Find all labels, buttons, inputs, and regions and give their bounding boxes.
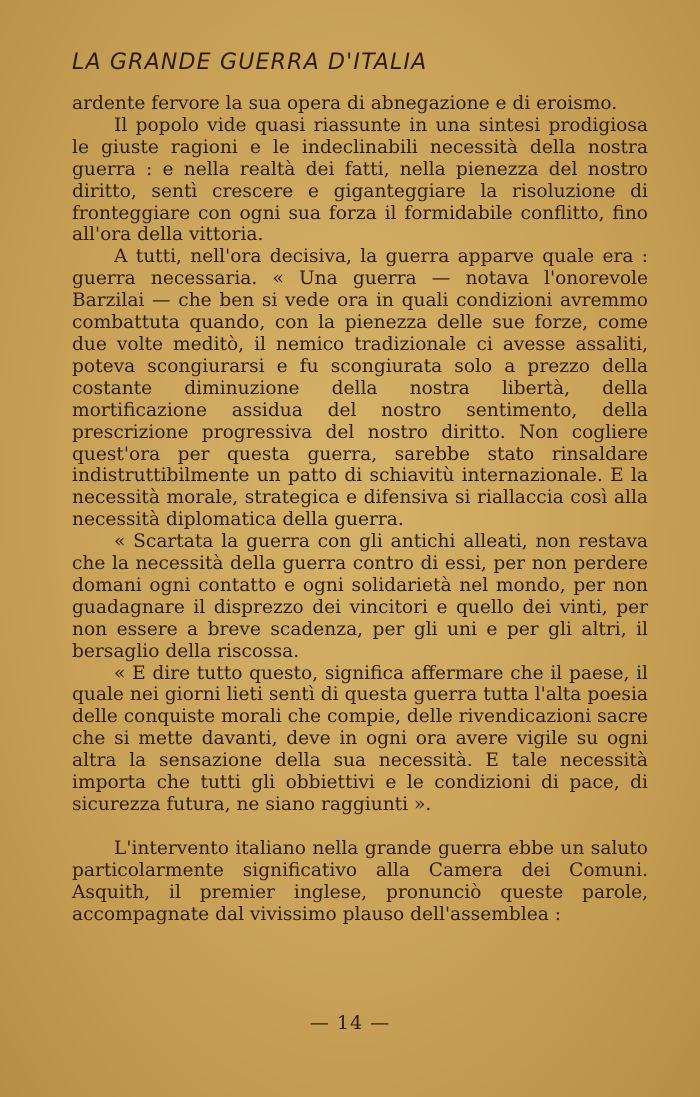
paragraph: L'intervento italiano nella grande guerra ebbe un saluto particolarmente significativo alla Camera dei Comuni. Asquith, il premier inglese, pronunciò queste parole, accompagnate dal vivissimo plauso dell'assemblea : bbox=[72, 837, 648, 925]
paragraph: Il popolo vide quasi riassunte in una sintesi prodigiosa le giuste ragioni e le indeclinabili necessità della nostra guerra : e nella realtà dei fatti, nella pienezza del nostro diritto, sentì crescere e giganteggiare la risoluzione di fronteggiare con ogni sua forza il formidabile conflitto, fino all'ora della vittoria. bbox=[72, 114, 648, 246]
section-gap bbox=[72, 816, 648, 838]
paragraph: A tutti, nell'ora decisiva, la guerra apparve quale era : guerra necessaria. « Una guerra — notava l'onorevole Barzilai — che ben si vede ora in quali condizioni avremmo combattuta quando, con la pienezza delle sue forze, come due volte meditò, il nemico tradizionale ci avesse assaliti, poteva scongiurarsi e fu scongiurata solo a prezzo della costante diminuzione della nostra libertà, della mortificazione assidua del nostro sentimento, della prescrizione progressiva del nostro diritto. Non cogliere quest'ora per questa guerra, sarebbe stato rinsaldare indistruttibilmente un patto di schiavitù internazionale. E la necessità morale, strategica e difensiva si riallaccia così alla necessità diplomatica della guerra. bbox=[72, 246, 648, 531]
page-number: — 14 — bbox=[309, 1012, 391, 1034]
running-head: LA GRANDE GUERRA D'ITALIA bbox=[72, 50, 428, 75]
book-page bbox=[72, 50, 648, 926]
paragraph: « E dire tutto questo, significa affermare che il paese, il quale nei giorni lieti sentì di questa guerra tutta l'alta poesia delle conquiste morali che compie, delle rivendicazioni sacre che si mette davanti, deve in ogni ora avere vigile su ogni altra la sensazione della sua necessità. E tale necessità importa che tutti gli obbiettivi e le condizioni di pace, di sicurezza futura, ne siano raggiunti ». bbox=[72, 662, 648, 815]
paragraph: « Scartata la guerra con gli antichi alleati, non restava che la necessità della guerra contro di essi, per non perdere domani ogni contatto e ogni solidarietà nel mondo, per non guadagnare il disprezzo dei vincitori e quello dei vinti, per non essere a breve scadenza, per gli uni e per gli altri, il bersaglio della riscossa. bbox=[72, 531, 648, 662]
paragraph: ardente fervore la sua opera di abnegazione e di eroismo. bbox=[72, 93, 618, 114]
body-text bbox=[72, 93, 648, 926]
